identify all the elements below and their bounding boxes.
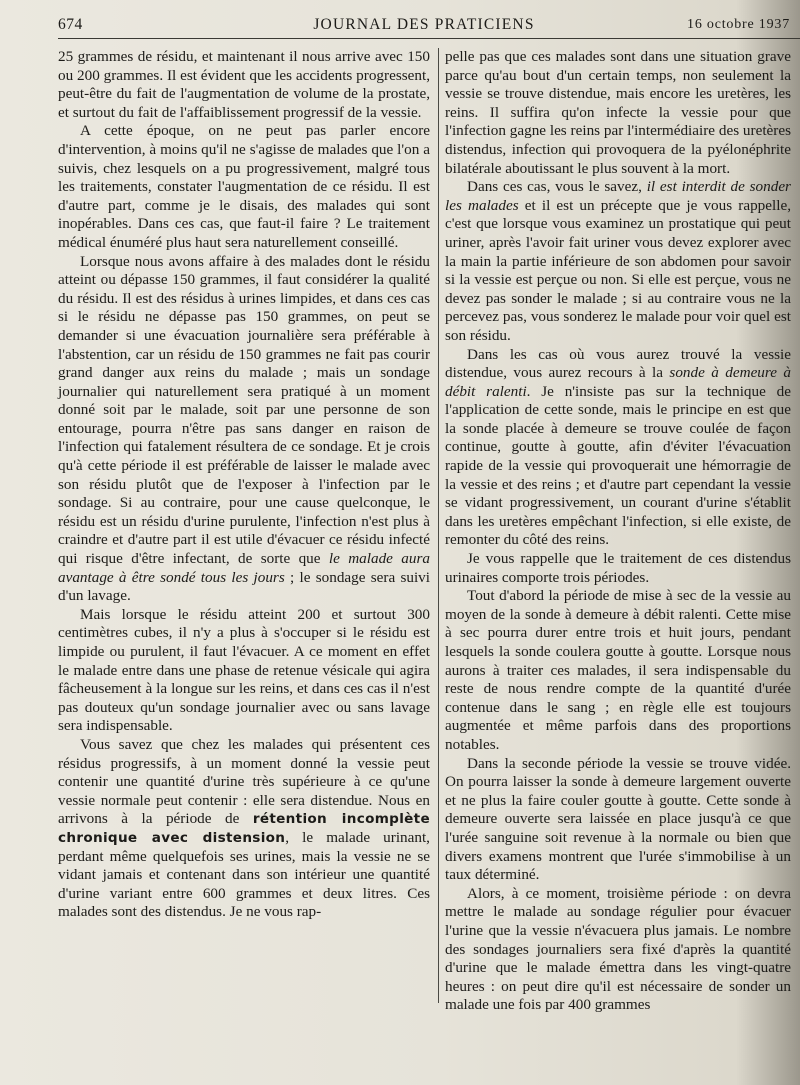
issue-date: 16 octobre 1937	[687, 17, 790, 32]
paragraph: Dans la seconde période la vessie se trouve vidée. On pourra laisser la sonde à demeure largement ouverte et ne plus la faire couler goutte à goutte. Cette sonde à demeure ouverte sera laissée en place jusqu'à ce que l'urée sanguine soit revenue à la normale ou bien que divers examens montrent que l'urée s'immobilise à un taux déterminé.	[445, 754, 791, 884]
left-column	[58, 48, 430, 922]
paragraph: 25 grammes de résidu, et maintenant il nous arrive avec 150 ou 200 grammes. Il est évident que les accidents progressent, peut-être du fait de l'augmentation de volume de la prostate, et surtout du fait de l'affaiblissement progressif de la vessie.	[58, 48, 430, 121]
right-column	[445, 48, 791, 1015]
running-header	[58, 14, 790, 38]
header-rule	[58, 38, 800, 39]
bold-term: rétention incomplète chronique avec distension	[58, 811, 430, 846]
paragraph: Alors, à ce moment, troisième période : on devra mettre le malade au sondage régulier pour évacuer l'urine que la vessie n'évacuera plus jamais. Le nombre des sondages journaliers sera fixé d'après la quantité d'urine que le malade émettra dans les vingt-quatre heures : on peut dire qu'il est nécessaire de sonder un malade une fois par 400 grammes	[445, 884, 791, 1014]
emphasis: le malade aura avantage à être sondé tous les jours	[58, 550, 430, 586]
paragraph: A cette époque, on ne peut pas parler encore d'intervention, à moins qu'il ne s'agisse de malades que l'on a suivis, chez lesquels on a pu progressivement, malgré tous les traitements, constater l'augmentation de ce résidu. Il est d'autre part, comme je le disais, des malades qui sont inopérables. Dans ces cas, que faut-il faire ? Le traitement médical énuméré plus haut sera naturellement conseillé.	[58, 122, 430, 251]
emphasis: sonde à demeure à débit ralenti	[445, 364, 791, 400]
emphasis: il est interdit de sonder les malades	[445, 178, 791, 214]
paragraph: Tout d'abord la période de mise à sec de la vessie au moyen de la sonde à demeure à débit ralenti. Cette mise à sec pourra durer entre trois et huit jours, pendant lesquels la sonde coulera goutte à goutte. Lorsque nous aurons à traiter ces malades, il sera indispensable du reste de nous rendre compte de la quantité d'urée contenue dans le sang ; en règle elle est toujours augmentée et même parfois dans des proportions notables.	[445, 587, 791, 753]
paragraph: Dans ces cas, vous le savez, il est interdit de sonder les malades et il est un précepte que je vous rappelle, c'est que lorsque vous examinez un prostatique qui peut uriner, après l'avoir fait uriner vous devez explorer avec la main la partie inférieure de son abdomen pour savoir si la vessie est perçue ou non. Si elle est perçue, vous ne devez pas sonder le malade ; si au contraire vous ne la percevez pas, vous sonderez le malade pour voir quel est son résidu.	[445, 178, 791, 344]
paragraph: Je vous rappelle que le traitement de ces distendus urinaires comporte trois périodes.	[445, 550, 791, 586]
journal-title: JOURNAL DES PRATICIENS	[313, 16, 535, 33]
page-number: 674	[58, 16, 83, 33]
paragraph: Mais lorsque le résidu atteint 200 et surtout 300 centimètres cubes, il n'y a plus à s'occuper si le résidu est limpide ou purulent, il faut l'évacuer. A ce moment en effet le malade entre dans une phase de retenue vésicale qui agira fâcheusement à la longue sur les reins, et dans ces cas il n'est pas douteux qu'un sondage journalier avec ou sans lavage sera indispensable.	[58, 605, 430, 735]
column-divider	[438, 48, 439, 1003]
paragraph: Lorsque nous avons affaire à des malades dont le résidu atteint ou dépasse 150 grammes, il faut considérer la qualité du résidu. Il est des résidus à urines limpides, et dans ces cas si le résidu ne dépasse pas 150 grammes, on peut se demander si une évacuation journalière sera préférable à l'abstention, car un résidu de 150 grammes ne fait pas courir grand danger aux reins du malade ; mais un sondage journalier qui naturellement sera pratiqué à un moment donné soit par le malade, soit par une personne de son entourage, pourra n'être pas sans danger en raison de l'infection qui fatalement résultera de ce sondage. Et je crois qu'à cette période il est préférable de laisser le malade avec son résidu plutôt que de l'exposer à l'infection par le sondage. Si au contraire, pour une cause quelconque, le résidu est un résidu d'urine purulente, l'infection n'est plus à craindre et d'autre part il est utile d'évacuer ce résidu infecté qui risque d'être infectant, de sorte que le malade aura avantage à être sondé tous les jours ; le sondage sera suivi d'un lavage.	[58, 252, 430, 605]
paragraph: Dans les cas où vous aurez trouvé la vessie distendue, vous aurez recours à la sonde à demeure à débit ralenti. Je n'insiste pas sur la technique de l'application de cette sonde, mais le principe en est que la sonde placée à demeure se trouve coulée de façon continue, goutte à goutte, afin d'éviter l'évacuation rapide de la vessie qui provoquerait une hémorragie de la vessie et des reins ; et d'autre part cependant la vessie se vidant progressivement, un courant d'urine s'établit dans les uretères empêchant l'infection, si elle existe, de remonter du côté des reins.	[445, 345, 791, 549]
paragraph: pelle pas que ces malades sont dans une situation grave parce qu'au bout d'un certain temps, non seulement la vessie se trouve distendue, mais encore les uretères, les reins. Il suffira qu'on infecte la vessie pour que l'infection gagne les reins par l'intermédiaire des uretères distendus, infection qui provoquera de la pyélonéphrite bilatérale aboutissant le plus souvent à la mort.	[445, 48, 791, 177]
paragraph: Vous savez que chez les malades qui présentent ces résidus progressifs, à un moment donné la vessie peut contenir une quantité d'urine très supérieure à ce qu'une vessie normale peut contenir : elle sera distendue. Nous en arrivons à la période de rétention incomplète chronique avec distension, le malade urinant, perdant même quelquefois ses urines, mais la vessie ne se vidant jamais et contenant dans son intérieur une quantité d'urine variant entre 600 grammes et deux litres. Ces malades sont des distendus. Je ne vous rap-	[58, 735, 430, 921]
